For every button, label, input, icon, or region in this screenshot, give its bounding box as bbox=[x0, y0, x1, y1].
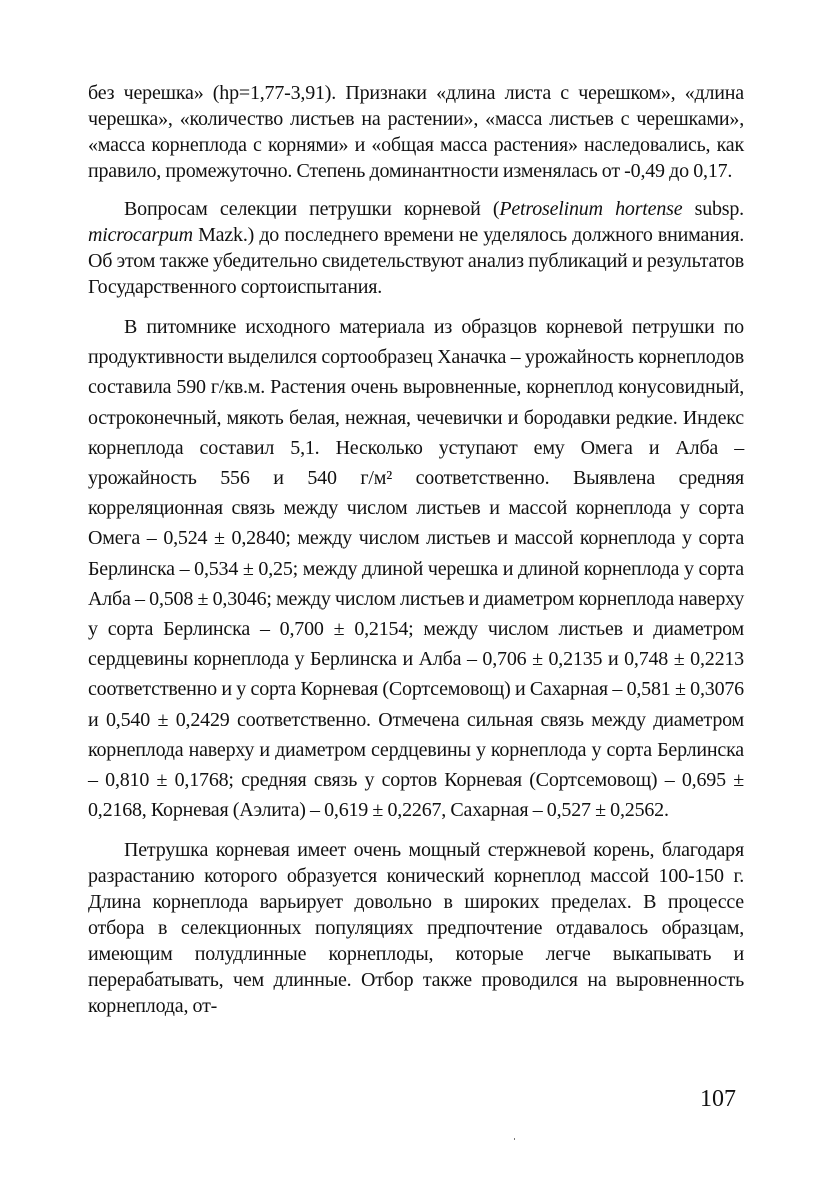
paragraph-selection-intro-mid: subsp. bbox=[682, 198, 744, 220]
latin-subspecies-name: microcarpum bbox=[88, 224, 193, 246]
paragraph-selection-intro-tail: Mazk.) до последнего времени не уделялось должного внимания. Об этом также убедительно свидетельствуют анализ публикаций и результатов Государственного сортоиспытания. bbox=[88, 224, 744, 298]
paragraph-root-description: Петрушка корневая имеет очень мощный стержневой корень, благодаря разрастанию которого образуется конический корнеплод массой 100-150 г. Длина корнеплода варьирует довольно в широких пределах. В процессе отбора в селекционных популяциях предпочтение отдавалось образцам, имеющим полудлинные корнеплоды, которые легче выкапывать и перерабатывать, чем длинные. Отбор также проводился на выровненность корнеплода, от- bbox=[88, 839, 744, 1018]
paragraph-nursery-results: В питомнике исходного материала из образцов корневой петрушки по продуктивности выделился сортообразец Ханачка – урожайность корнеплодов составила 590 г/кв.м. Растения очень выровненные, корнеплод конусовидный, остроконечный, мякоть белая, нежная, чечевички и бородавки редкие. Индекс корнеплода составил 5,1. Несколько уступают ему Омега и Алба – урожайность 556 и 540 г/м² соответственно. Выявлена средняя корреляционная связь между числом листьев и массой корнеплода у сорта Омега – 0,524 ± 0,2840; между числом листьев и массой корнеплода у сорта Берлинска – 0,534 ± 0,25; между длиной черешка и длиной корнеплода у сорта Алба – 0,508 ± 0,3046; между числом листьев и диаметром корнеплода наверху у сорта Берлинска – 0,700 ± 0,2154; между числом листьев и диаметром сердцевины корнеплода у Берлинска и Алба – 0,706 ± 0,2135 и 0,748 ± 0,2213 соответственно и у сорта Корневая (Сортсемовощ) и Сахарная – 0,581 ± 0,3076 и 0,540 ± 0,2429 соответственно. Отмечена сильная связь между диаметром корнеплода наверху и диаметром сердцевины у корнеплода у сорта Берлинска – 0,810 ± 0,1768; средняя связь у сортов Корневая (Сортсемовощ) – 0,695 ± 0,2168, Корневая (Аэлита) – 0,619 ± 0,2267, Сахарная – 0,527 ± 0,2562. bbox=[88, 316, 744, 822]
paragraph-selection-intro bbox=[88, 196, 744, 300]
paragraph-inheritance: без черешка» (hp=1,77-3,91). Признаки «длина листа с черешком», «длина черешка», «количество листьев на растении», «масса листьев с черешками», «масса корнеплода с корнями» и «общая масса растения» наследовались, как правило, промежуточно. Степень доминантности изменялась от -0,49 до 0,17. bbox=[88, 82, 744, 182]
latin-species-name: Petroselinum hortense bbox=[499, 198, 683, 220]
page-body bbox=[88, 80, 744, 1019]
paragraph-selection-intro-lead: Вопросам селекции петрушки корневой ( bbox=[124, 198, 500, 220]
scan-speck bbox=[514, 1138, 515, 1140]
page-number: 107 bbox=[700, 1086, 736, 1112]
